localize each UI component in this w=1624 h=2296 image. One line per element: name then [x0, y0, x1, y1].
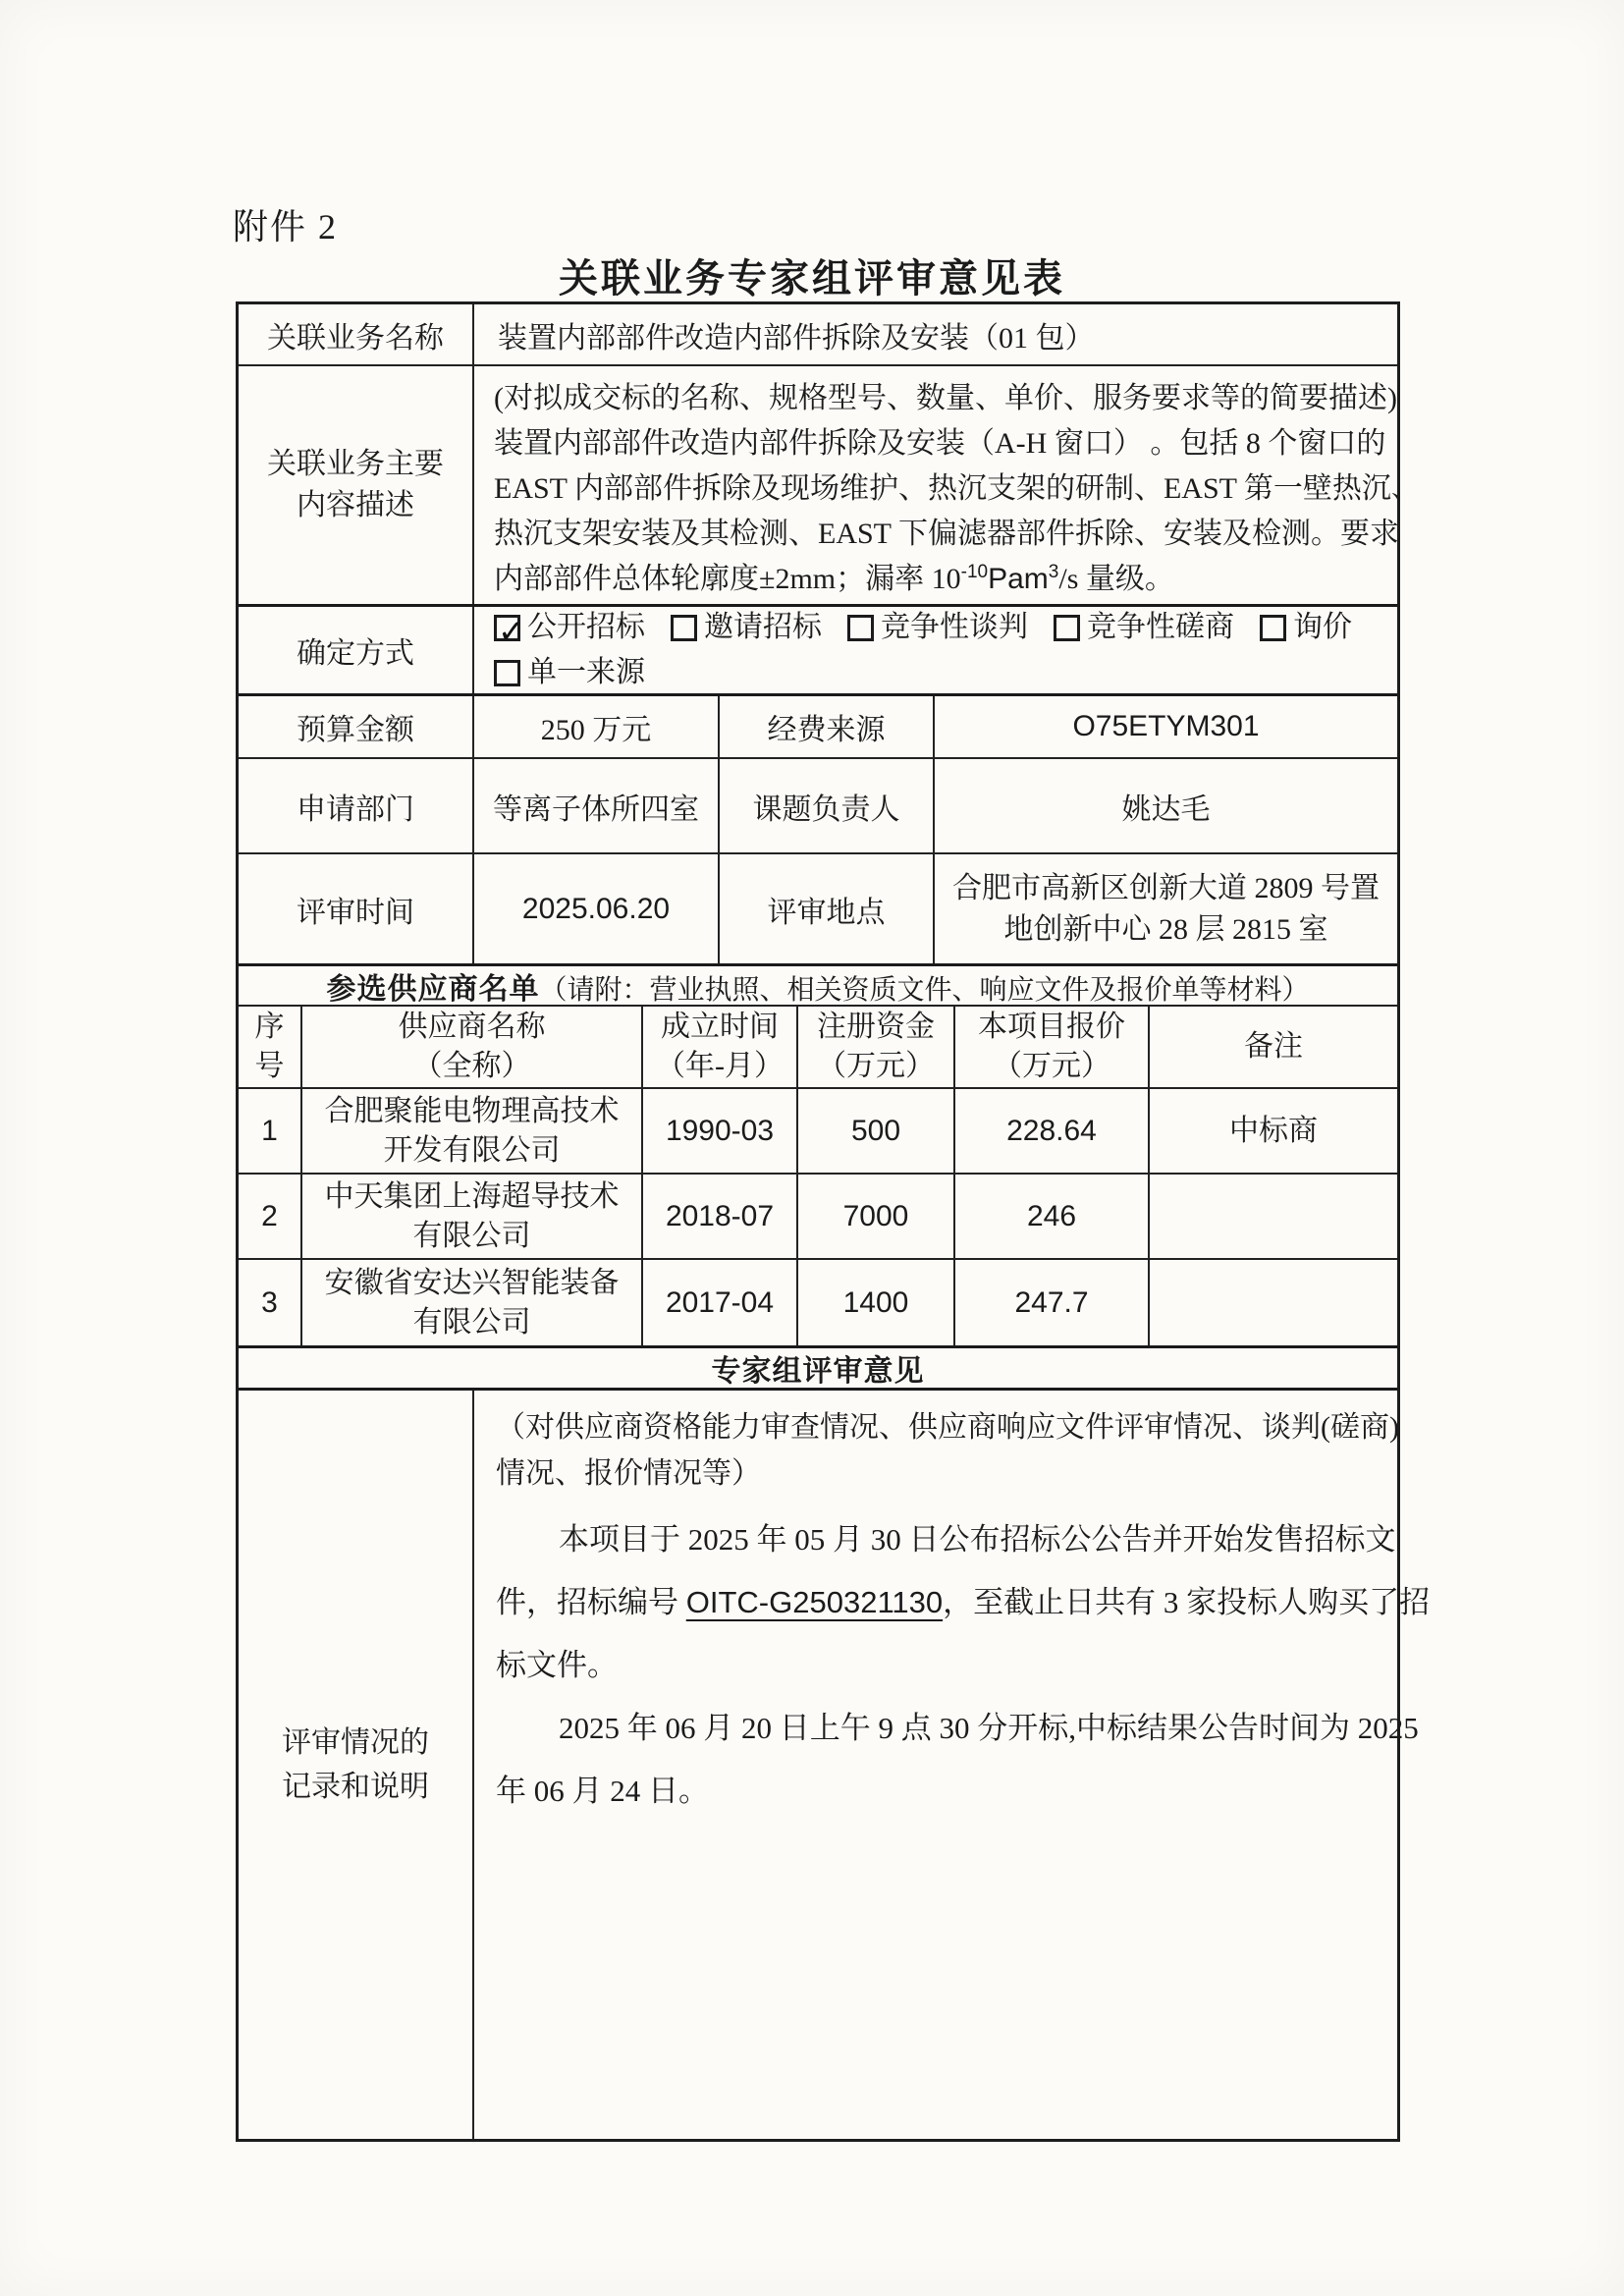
review-paragraph-line: 2025 年 06 月 20 日上午 9 点 30 分开标,中标结果公告时间为 2025: [559, 1711, 1419, 1745]
header-capital: 注册资金 （万元）: [796, 1007, 953, 1087]
description-line: EAST 内部部件拆除及现场维护、热沉支架的研制、EAST 第一壁热沉、: [494, 472, 1421, 505]
checkbox-icon: [1054, 615, 1080, 641]
supplier-established: 2017-04: [641, 1260, 796, 1345]
method-label: 确定方式: [297, 637, 414, 670]
review-paragraph-line: 标文件。: [496, 1648, 618, 1682]
expert-section-title: 专家组评审意见: [711, 1355, 925, 1388]
supplier-remark: [1148, 1260, 1397, 1345]
page-title: 关联业务专家组评审意见表: [559, 256, 1065, 301]
supplier-capital: 1400: [796, 1260, 953, 1345]
review-time-value: 2025.06.20: [472, 854, 718, 963]
supplier-header-row: [239, 1005, 1397, 1087]
attachment-label: 附件 2: [233, 207, 339, 246]
supplier-capital: 500: [796, 1089, 953, 1173]
review-form-table: [236, 301, 1431, 2142]
header-seq: 序 号: [254, 1011, 285, 1082]
review-paragraph-line: 本项目于 2025 年 05 月 30 日公布招标公公告并开始发售招标文: [559, 1522, 1396, 1557]
supplier-established: 1990-03: [641, 1089, 796, 1173]
row-budget: [239, 693, 1397, 757]
leader-value: 姚达毛: [933, 759, 1397, 852]
row-expert-band: [239, 1345, 1397, 1388]
review-place-value: 合肥市高新区创新大道 2809 号置 地创新中心 28 层 2815 室: [933, 854, 1397, 963]
checkbox-icon: [671, 615, 697, 641]
supplier-name: 安徽省安达兴智能装备 有限公司: [300, 1260, 641, 1345]
description-line: 装置内部部件改造内部件拆除及安装（A-H 窗口） 。包括 8 个窗口的: [494, 427, 1386, 460]
header-supplier-name: 供应商名称 （全称）: [300, 1007, 641, 1087]
supplier-section-title: 参选供应商名单（请附：营业执照、相关资质文件、响应文件及报价单等材料）: [326, 972, 1310, 1006]
checkbox-option: 竞争性磋商: [1054, 605, 1234, 650]
review-record-content: [472, 1391, 1449, 2139]
department-value: 等离子体所四室: [472, 759, 718, 852]
supplier-row: [239, 1087, 1397, 1173]
row-method: [239, 604, 1397, 693]
supplier-row: [239, 1173, 1397, 1258]
description-line: (对拟成交标的名称、规格型号、数量、单价、服务要求等的简要描述): [494, 382, 1397, 414]
checkbox-icon: [1260, 615, 1286, 641]
review-record-label: 评审情况的 记录和说明: [282, 1726, 429, 1803]
supplier-seq: 3: [261, 1285, 278, 1319]
description-line: 热沉支架安装及其检测、EAST 下偏滤器部件拆除、安装及检测。要求: [494, 518, 1399, 550]
supplier-remark: [1148, 1175, 1397, 1258]
supplier-name: 中天集团上海超导技术 有限公司: [300, 1175, 641, 1258]
checkbox-icon: [494, 660, 520, 686]
supplier-seq: 2: [261, 1199, 278, 1232]
checkbox-option: 邀请招标: [671, 605, 822, 650]
description-label: 关联业务主要 内容描述: [267, 448, 444, 521]
budget-value: 250 万元: [472, 696, 718, 757]
supplier-row: [239, 1258, 1397, 1345]
header-bid: 本项目报价 （万元）: [953, 1007, 1148, 1087]
supplier-bid: 246: [953, 1175, 1148, 1258]
checkbox-option: 单一来源: [494, 650, 645, 695]
tender-number: OITC-G250321130: [685, 1585, 944, 1619]
description-line-formula: 内部部件总体轮廓度±2mm；漏率 $10^{-10}Pam^3/s$ 量级。: [494, 562, 1174, 595]
row-business-name: [239, 304, 1397, 364]
leader-label: 课题负责人: [718, 759, 933, 852]
budget-label: 预算金额: [297, 714, 414, 746]
checkbox-option: 询价: [1260, 605, 1352, 650]
supplier-bid: 228.64: [953, 1089, 1148, 1173]
checkbox-option: ✓ 公开招标: [494, 605, 645, 650]
review-hint: 情况、报价情况等）: [496, 1457, 761, 1490]
supplier-bid: 247.7: [953, 1260, 1148, 1345]
business-name-value: 装置内部部件改造内部件拆除及安装（01 包）: [472, 304, 1397, 364]
supplier-name: 合肥聚能电物理高技术 开发有限公司: [300, 1089, 641, 1173]
method-options: [472, 607, 1397, 693]
supplier-remark: 中标商: [1148, 1089, 1397, 1173]
row-department: [239, 757, 1397, 852]
checkbox-icon: [847, 615, 874, 641]
department-label: 申请部门: [297, 793, 414, 826]
header-established: 成立时间 （年-月）: [641, 1007, 796, 1087]
row-review-time: [239, 852, 1397, 963]
review-paragraph-line: 年 06 月 24 日。: [496, 1774, 709, 1808]
supplier-established: 2018-07: [641, 1175, 796, 1258]
description-value: [472, 366, 1438, 604]
funding-label: 经费来源: [718, 696, 933, 757]
checkbox-option: 竞争性谈判: [847, 605, 1028, 650]
supplier-capital: 7000: [796, 1175, 953, 1258]
review-paragraph-line: 件，招标编号 OITC-G250321130，至截止日共有 3 家投标人购买了招: [496, 1585, 1431, 1619]
row-review-record: [239, 1388, 1431, 2139]
header-remark: 备注: [1148, 1007, 1397, 1087]
review-hint: （对供应商资格能力审查情况、供应商响应文件评审情况、谈判(磋商): [496, 1411, 1399, 1444]
review-place-label: 评审地点: [718, 854, 933, 963]
review-time-label: 评审时间: [297, 896, 414, 929]
row-description: [239, 364, 1421, 604]
row-supplier-band: [239, 963, 1397, 1005]
funding-value: O75ETYM301: [933, 696, 1397, 757]
business-name-label: 关联业务名称: [267, 321, 444, 355]
supplier-seq: 1: [261, 1114, 278, 1147]
checkbox-icon: [494, 615, 520, 641]
